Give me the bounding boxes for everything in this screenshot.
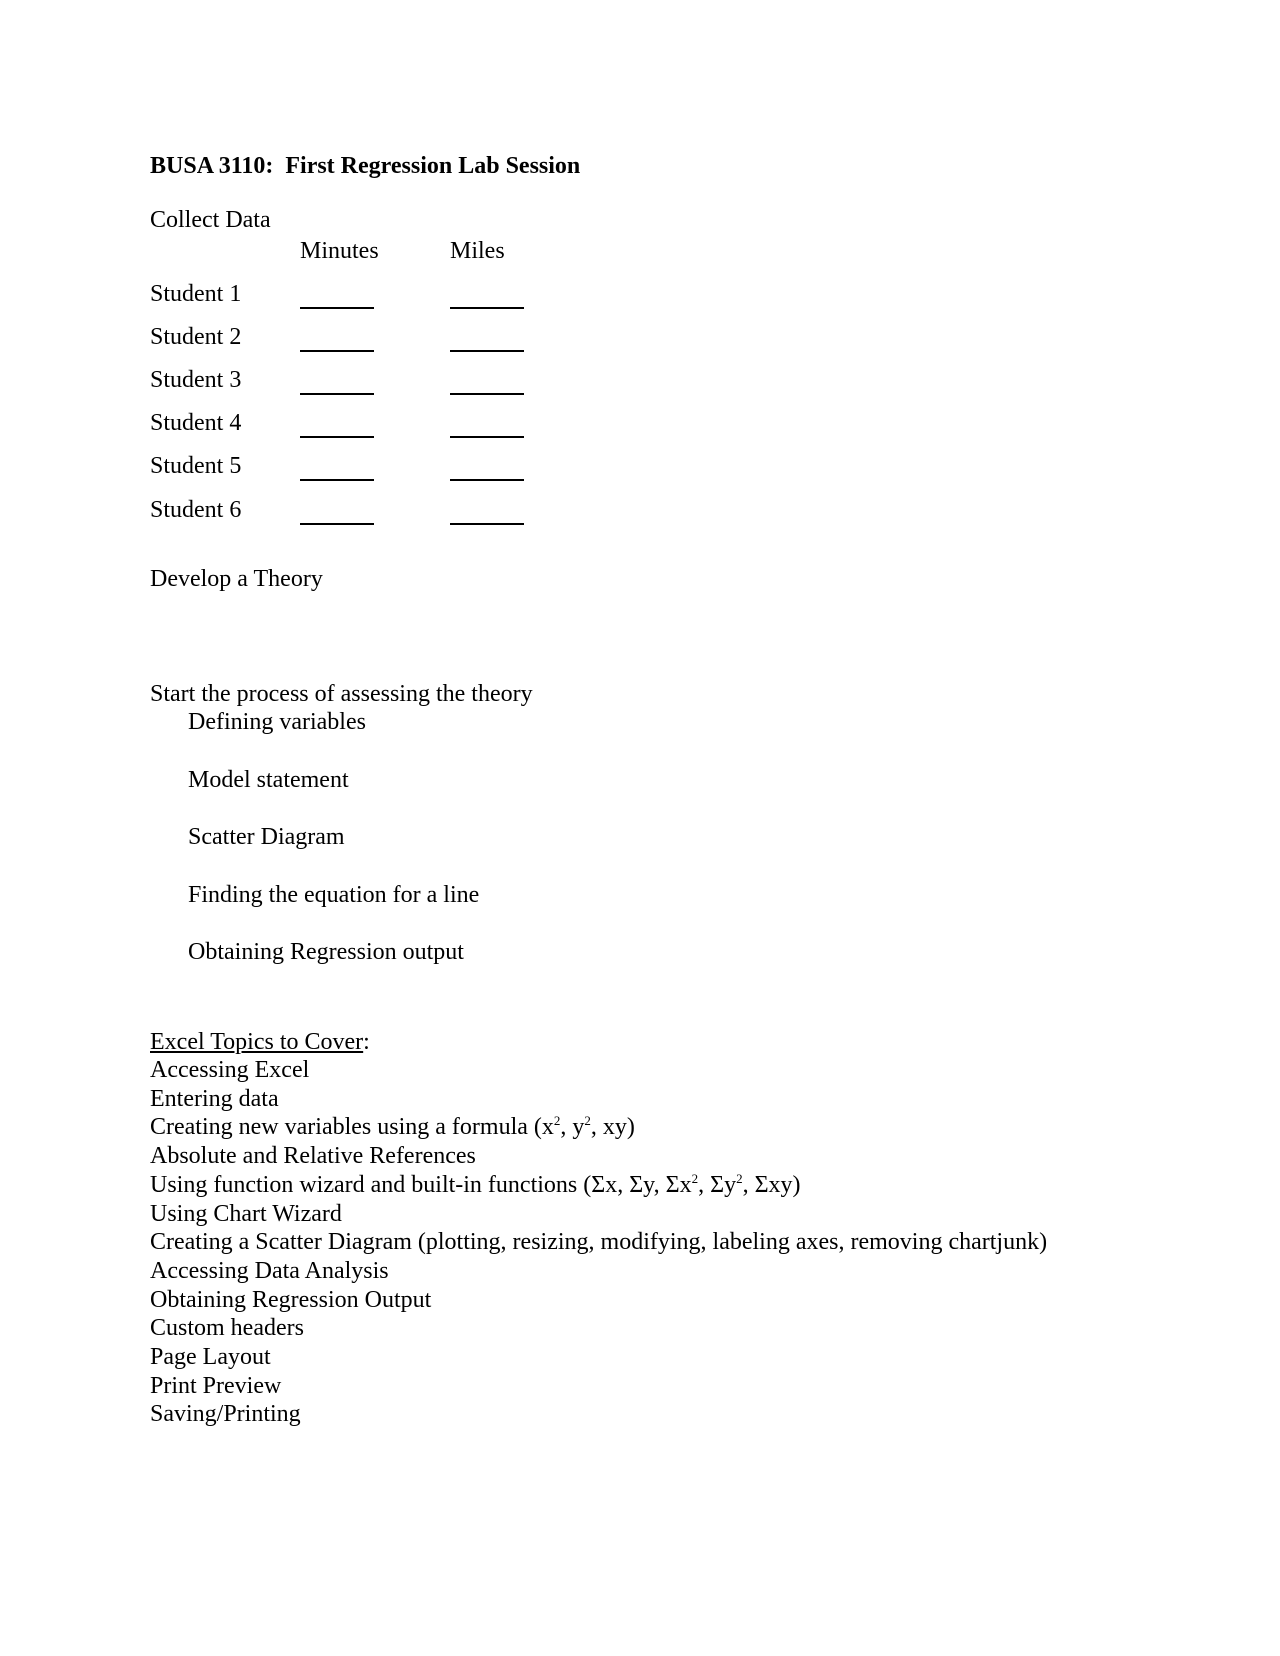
student-label: Student 1 (150, 281, 242, 307)
minutes-blank (300, 523, 374, 525)
list-item: Custom headers (150, 1315, 304, 1342)
list-item: Accessing Data Analysis (150, 1257, 389, 1284)
minutes-blank (300, 307, 374, 309)
list-item: Defining variables (188, 709, 366, 735)
miles-blank (450, 523, 524, 525)
list-item: Using function wizard and built-in functions (Σx, Σy, $\Sigma x^2$, $\Sigma y^2$, Σxy) (150, 1170, 801, 1198)
table-row (150, 496, 750, 526)
list-item: Model statement (188, 767, 349, 793)
excel-topics-heading-text: Excel Topics to Cover (150, 1029, 364, 1055)
list-item: Print Preview (150, 1372, 282, 1399)
student-label: Student 6 (150, 497, 242, 523)
assess-theory-heading: Start the process of assessing the theory (150, 681, 533, 707)
list-item: Obtaining Regression Output (150, 1286, 432, 1313)
column-header-miles: Miles (450, 238, 505, 264)
develop-theory-heading: Develop a Theory (150, 566, 323, 592)
list-item: Using Chart Wizard (150, 1200, 342, 1227)
student-label: Student 4 (150, 410, 242, 436)
student-label: Student 5 (150, 453, 242, 479)
list-item: Creating new variables using a formula ($x^2$, $y^2$, xy) (150, 1113, 635, 1141)
miles-blank (450, 350, 524, 352)
minutes-blank (300, 436, 374, 438)
list-item: Obtaining Regression output (188, 939, 464, 965)
miles-blank (450, 307, 524, 309)
excel-topics-list (150, 1056, 1047, 1429)
minutes-blank (300, 350, 374, 352)
miles-blank (450, 479, 524, 481)
table-row (150, 366, 750, 396)
miles-blank (450, 393, 524, 395)
table-row (150, 452, 750, 482)
list-item: Finding the equation for a line (188, 882, 480, 908)
list-item: Page Layout (150, 1344, 271, 1371)
table-row (150, 280, 750, 310)
list-item: Accessing Excel (150, 1057, 310, 1083)
miles-blank (450, 436, 524, 438)
list-item: Scatter Diagram (188, 824, 345, 850)
minutes-blank (300, 479, 374, 481)
list-item: Creating a Scatter Diagram (plotting, resizing, modifying, labeling axes, removing chartjunk) (150, 1229, 1048, 1256)
table-row (150, 323, 750, 353)
student-label: Student 2 (150, 324, 242, 350)
list-item: Absolute and Relative References (150, 1143, 476, 1170)
document-title: BUSA 3110: First Regression Lab Session (150, 153, 581, 179)
excel-topics-heading (150, 1028, 370, 1056)
student-label: Student 3 (150, 367, 242, 393)
list-item: Entering data (150, 1085, 279, 1112)
excel-topics-heading-colon: : (363, 1029, 370, 1055)
minutes-blank (300, 393, 374, 395)
collect-data-heading: Collect Data (150, 207, 271, 233)
list-item: Saving/Printing (150, 1401, 301, 1428)
column-header-minutes: Minutes (300, 238, 379, 264)
table-row (150, 409, 750, 439)
